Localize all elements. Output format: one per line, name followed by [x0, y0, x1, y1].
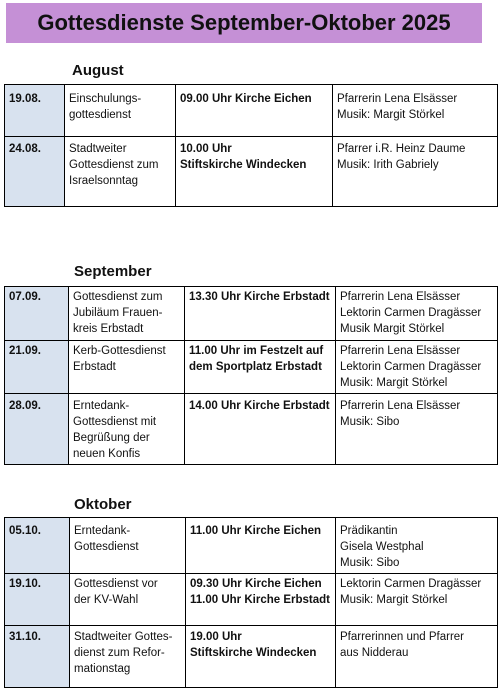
people-cell-line: Lektorin Carmen Dragässer — [340, 578, 482, 590]
event-cell — [65, 137, 176, 207]
people-cell-line: Gisela Westphal — [340, 541, 424, 553]
time-location-cell-line: Stiftskirche Windecken — [190, 647, 317, 659]
people-cell-line: Musik: Margit Störkel — [337, 109, 445, 121]
schedule-table-august — [4, 84, 498, 207]
time-location-cell — [186, 626, 336, 688]
table-row — [5, 341, 498, 394]
event-cell — [70, 626, 186, 688]
schedule-table-september — [4, 286, 498, 465]
people-cell-line: Musik: Margit Störkel — [340, 594, 448, 606]
month-heading-oktober: Oktober — [74, 496, 132, 513]
date-cell: 31.10. — [5, 626, 70, 688]
people-cell-line: Pfarrerin Lena Elsässer — [337, 93, 458, 105]
month-heading-september: September — [74, 263, 152, 280]
people-cell — [336, 287, 498, 341]
people-cell-line: Lektorin Carmen Dragässer — [340, 361, 482, 373]
event-cell-line: Begrüßung der — [73, 432, 150, 444]
event-cell-line: Gottesdienst zum — [73, 291, 163, 303]
event-cell-line: dienst zum Refor- — [74, 647, 165, 659]
time-location-cell — [186, 518, 336, 574]
table-row — [5, 626, 498, 688]
time-location-cell-line: 11.00 Uhr Kirche Eichen — [190, 525, 322, 537]
event-cell-line: Gottesdienst zum — [69, 159, 159, 171]
event-cell-line: der KV-Wahl — [74, 594, 139, 606]
event-cell-line: Gottesdienst vor — [74, 578, 158, 590]
event-cell-line: Israelsonntag — [69, 175, 139, 187]
people-cell — [336, 626, 498, 688]
table-row — [5, 394, 498, 465]
month-heading-august: August — [72, 62, 124, 79]
date-cell: 24.08. — [5, 137, 65, 207]
event-cell-line: Kerb-Gottesdienst — [73, 345, 166, 357]
table-row — [5, 85, 498, 137]
event-cell-line: Erntedank- — [74, 525, 131, 537]
time-location-cell — [185, 394, 336, 465]
event-cell — [65, 85, 176, 137]
time-location-cell — [176, 137, 333, 207]
people-cell-line: Pfarrer i.R. Heinz Daume — [337, 143, 466, 155]
people-cell — [333, 85, 498, 137]
people-cell-line: Pfarrerin Lena Elsässer — [340, 291, 461, 303]
event-cell-line: Jubiläum Frauen- — [73, 307, 163, 319]
event-cell — [70, 518, 186, 574]
table-row — [5, 518, 498, 574]
time-location-cell-line: 09.00 Uhr Kirche Eichen — [180, 93, 312, 105]
time-location-cell-line: dem Sportplatz Erbstadt — [189, 361, 322, 373]
event-cell — [69, 341, 185, 394]
people-cell-line: Musik Margit Störkel — [340, 323, 445, 335]
table-row — [5, 574, 498, 626]
event-cell-line: Einschulungs- — [69, 93, 142, 105]
date-cell: 19.08. — [5, 85, 65, 137]
date-cell: 07.09. — [5, 287, 69, 341]
people-cell-line: Pfarrerin Lena Elsässer — [340, 400, 461, 412]
time-location-cell-line: 14.00 Uhr Kirche Erbstadt — [189, 400, 330, 412]
people-cell — [336, 574, 498, 626]
time-location-cell-line: 10.00 Uhr — [180, 143, 232, 155]
people-cell-line: Musik: Irith Gabriely — [337, 159, 439, 171]
time-location-cell-line: Stiftskirche Windecken — [180, 159, 307, 171]
date-cell: 28.09. — [5, 394, 69, 465]
people-cell-line: Lektorin Carmen Dragässer — [340, 307, 482, 319]
time-location-cell — [185, 287, 336, 341]
people-cell-line: Musik: Margit Störkel — [340, 377, 448, 389]
date-cell: 19.10. — [5, 574, 70, 626]
time-location-cell — [185, 341, 336, 394]
time-location-cell-line: 09.30 Uhr Kirche Eichen — [190, 578, 322, 590]
event-cell — [70, 574, 186, 626]
schedule-table-oktober — [4, 517, 498, 688]
event-cell-line: gottesdienst — [69, 109, 132, 121]
time-location-cell-line: 19.00 Uhr — [190, 631, 242, 643]
people-cell — [336, 394, 498, 465]
table-row — [5, 137, 498, 207]
date-cell: 21.09. — [5, 341, 69, 394]
people-cell-line: Pfarrerinnen und Pfarrer — [340, 631, 465, 643]
people-cell-line: Pfarrerin Lena Elsässer — [340, 345, 461, 357]
event-cell-line: Stadtweiter Gottes- — [74, 631, 173, 643]
event-cell — [69, 287, 185, 341]
event-cell-line: Erbstadt — [73, 361, 116, 373]
people-cell-line: Musik: Sibo — [340, 557, 400, 569]
event-cell-line: Gottesdienst mit — [73, 416, 157, 428]
people-cell-line: aus Nidderau — [340, 647, 409, 659]
time-location-cell — [176, 85, 333, 137]
time-location-cell — [186, 574, 336, 626]
people-cell — [333, 137, 498, 207]
time-location-cell-line: 11.00 Uhr im Festzelt auf — [189, 345, 324, 357]
people-cell — [336, 341, 498, 394]
people-cell-line: Musik: Sibo — [340, 416, 400, 428]
event-cell-line: Gottesdienst — [74, 541, 139, 553]
time-location-cell-line: 11.00 Uhr Kirche Erbstadt — [190, 594, 330, 606]
table-row — [5, 287, 498, 341]
people-cell-line: Prädikantin — [340, 525, 398, 537]
people-cell — [336, 518, 498, 574]
event-cell-line: Erntedank- — [73, 400, 130, 412]
event-cell-line: kreis Erbstadt — [73, 323, 144, 335]
event-cell — [69, 394, 185, 465]
page-title: Gottesdienste September-Oktober 2025 — [6, 3, 482, 43]
date-cell: 05.10. — [5, 518, 70, 574]
event-cell-line: neuen Konfis — [73, 448, 141, 460]
event-cell-line: Stadtweiter — [69, 143, 127, 155]
event-cell-line: mationstag — [74, 663, 131, 675]
time-location-cell-line: 13.30 Uhr Kirche Erbstadt — [189, 291, 330, 303]
